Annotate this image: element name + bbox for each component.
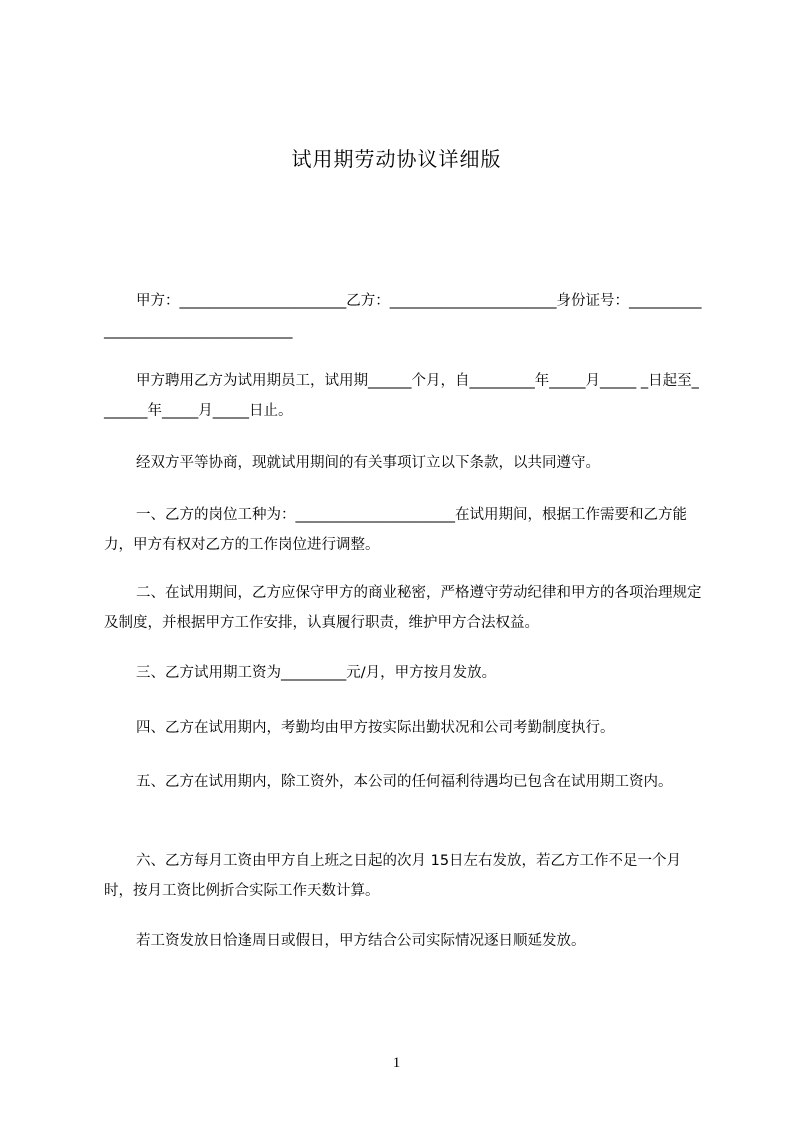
payment-note: 若工资发放日恰逢周日或假日，甲方结合公司实际情况逐日顺延发放。 xyxy=(136,933,586,949)
clause-4: 四、乙方在试用期内，考勤均由甲方按实际出勤状况和公司考勤制度执行。 xyxy=(136,720,615,736)
document-title: 试用期劳动协议详细版 xyxy=(291,147,502,171)
clause-5: 五、乙方在试用期内，除工资外，本公司的任何福利待遇均已包含在试用期工资内。 xyxy=(136,774,673,790)
clause-3: 三、乙方试用期工资为_________元/月，甲方按月发放。 xyxy=(136,665,497,681)
probation-period-line: 甲方聘用乙方为试用期员工，试用期______个月，自_________年_____月_____ _日起至_______年_____月_____日止。 xyxy=(104,373,699,419)
intro-paragraph: 经双方平等协商，现就试用期间的有关事项订立以下条款，以共同遵守。 xyxy=(136,455,600,471)
page-number: 1 xyxy=(392,1055,401,1071)
clause-1: 一、乙方的岗位工种为：______________________在试用期间，根据工作需要和乙方能力，甲方有权对乙方的工作岗位进行调整。 xyxy=(104,507,687,553)
parties-line: 甲方：_______________________乙方：_______________________身份证号：____________________________________ xyxy=(104,293,702,339)
clause-2: 二、在试用期间，乙方应保守甲方的商业秘密，严格遵守劳动纪律和甲方的各项治理规定及制度，并根据甲方工作安排，认真履行职责，维护甲方合法权益。 xyxy=(104,585,702,631)
clause-6: 六、乙方每月工资由甲方自上班之日起的次月 15日左右发放，若乙方工作不足一个月时，按月工资比例折合实际工作天数计算。 xyxy=(104,853,682,899)
